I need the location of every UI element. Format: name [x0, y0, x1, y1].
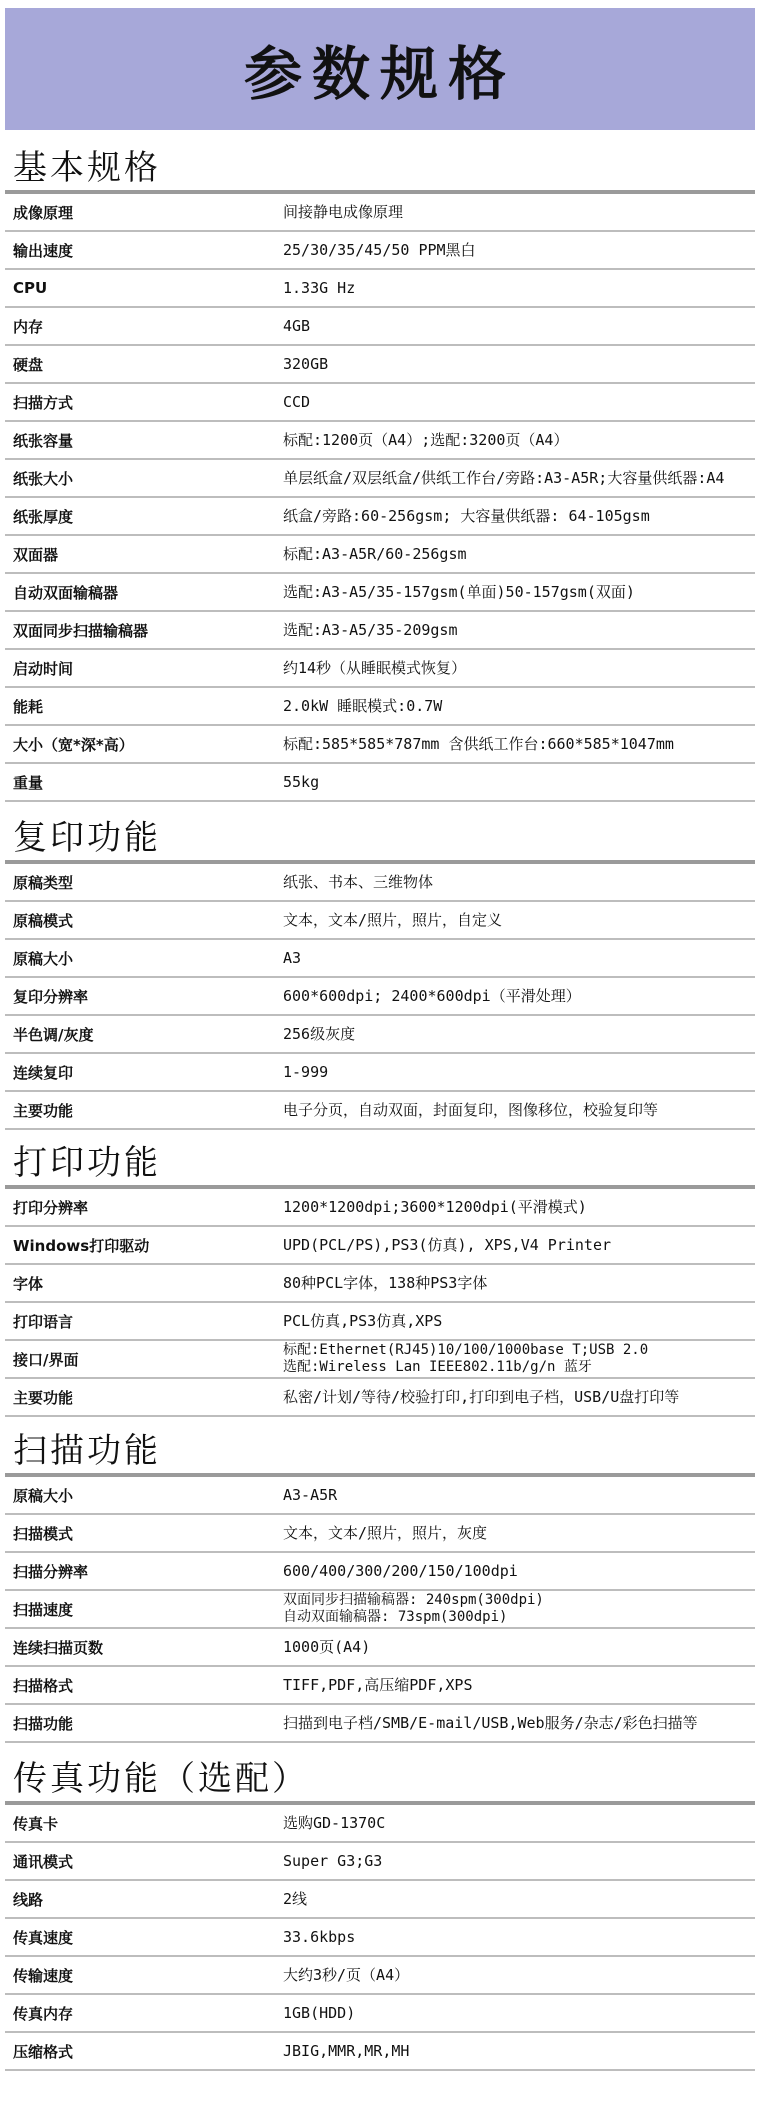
spec-row: [5, 1843, 755, 1881]
spec-label: 双面同步扫描输稿器: [13, 621, 149, 640]
spec-label: 打印分辨率: [13, 1198, 89, 1217]
spec-label: 启动时间: [13, 659, 74, 678]
spec-value: 80种PCL字体，138种PS3字体: [283, 1274, 488, 1292]
spec-label: 字体: [13, 1274, 44, 1293]
spec-value: 约14秒（从睡眠模式恢复）: [283, 659, 467, 677]
spec-row: [5, 346, 755, 384]
spec-value: 间接静电成像原理: [283, 203, 404, 221]
spec-label: 纸张容量: [13, 431, 74, 450]
basic-specs-section: [5, 142, 755, 802]
spec-row: [5, 1805, 755, 1843]
print-section: [5, 1137, 755, 1417]
spec-value: 私密/计划/等待/校验打印,打印到电子档，USB/U盘打印等: [283, 1388, 680, 1406]
spec-label: 连续复印: [13, 1063, 74, 1082]
spec-label: 大小（宽*深*高）: [13, 735, 134, 754]
spec-row: [5, 1054, 755, 1092]
spec-label: 纸张厚度: [13, 507, 74, 526]
spec-row: [5, 498, 755, 536]
spec-label: 通讯模式: [13, 1852, 74, 1871]
spec-value: 文本，文本/照片，照片，灰度: [283, 1524, 488, 1542]
spec-value: 扫描到电子档/SMB/E-mail/USB,Web服务/杂志/彩色扫描等: [283, 1714, 698, 1732]
spec-value: 1200*1200dpi;3600*1200dpi(平滑模式): [283, 1198, 587, 1216]
spec-label: 原稿类型: [13, 873, 74, 892]
spec-row: [5, 1995, 755, 2033]
spec-label: 扫描格式: [13, 1676, 74, 1695]
spec-label: 内存: [13, 317, 44, 336]
spec-value: 文本，文本/照片，照片，自定义: [283, 911, 503, 929]
spec-row: [5, 1189, 755, 1227]
spec-value: 标配:Ethernet(RJ45)10/100/1000base T;USB 2.0 选配:Wireless Lan IEEE802.11b/g/n 蓝牙: [283, 1342, 649, 1375]
fax-section: [5, 1753, 755, 2071]
spec-label: 传输速度: [13, 1966, 74, 1985]
spec-value: UPD(PCL/PS),PS3(仿真), XPS,V4 Printer: [283, 1236, 612, 1254]
spec-value: 选配:A3-A5/35-157gsm(单面)50-157gsm(双面): [283, 583, 635, 601]
spec-row: [5, 232, 755, 270]
spec-row: [5, 764, 755, 802]
spec-value: 1-999: [283, 1063, 329, 1081]
spec-value: 纸张、书本、三维物体: [283, 873, 434, 891]
spec-row: [5, 1092, 755, 1130]
spec-value: TIFF,PDF,高压缩PDF,XPS: [283, 1676, 473, 1694]
spec-label: 扫描功能: [13, 1714, 74, 1733]
spec-value: 纸盒/旁路:60-256gsm; 大容量供纸器: 64-105gsm: [283, 507, 650, 525]
spec-row: [5, 1227, 755, 1265]
spec-label: 复印分辨率: [13, 987, 89, 1006]
spec-row: [5, 1553, 755, 1591]
scan-section: [5, 1425, 755, 1743]
spec-value: A3-A5R: [283, 1486, 338, 1504]
spec-value: 320GB: [283, 355, 329, 373]
spec-value: 单层纸盒/双层纸盒/供纸工作台/旁路:A3-A5R;大容量供纸器:A4: [283, 469, 725, 487]
spec-row: [5, 1515, 755, 1553]
spec-label: 硬盘: [13, 355, 44, 374]
spec-row: [5, 726, 755, 764]
section-heading: 复印功能: [5, 812, 755, 864]
spec-row: [5, 308, 755, 346]
spec-value: JBIG,MMR,MR,MH: [283, 2042, 410, 2060]
section-heading: 扫描功能: [5, 1425, 755, 1477]
spec-row: [5, 1667, 755, 1705]
spec-value: 选购GD-1370C: [283, 1814, 386, 1832]
spec-row: [5, 1265, 755, 1303]
spec-value: 600*600dpi; 2400*600dpi（平滑处理）: [283, 987, 581, 1005]
section-heading: 基本规格: [5, 142, 755, 194]
spec-value: 600/400/300/200/150/100dpi: [283, 1562, 518, 1580]
spec-label: 接口/界面: [13, 1350, 79, 1369]
spec-value: 55kg: [283, 773, 320, 791]
spec-label: CPU: [13, 279, 48, 297]
spec-value: PCL仿真,PS3仿真,XPS: [283, 1312, 443, 1330]
spec-row: [5, 1591, 755, 1629]
spec-row: [5, 1957, 755, 1995]
spec-row: [5, 2033, 755, 2071]
spec-label: 扫描速度: [13, 1600, 74, 1619]
spec-value: 标配:585*585*787mm 含供纸工作台:660*585*1047mm: [283, 735, 674, 753]
section-heading: 传真功能（选配）: [5, 1753, 755, 1805]
spec-row: [5, 650, 755, 688]
spec-value: 2线: [283, 1890, 308, 1908]
spec-label: Windows打印驱动: [13, 1236, 150, 1255]
spec-value: 1.33G Hz: [283, 279, 356, 297]
spec-value: 选配:A3-A5/35-209gsm: [283, 621, 458, 639]
spec-row: [5, 1477, 755, 1515]
spec-row: [5, 902, 755, 940]
spec-label: 连续扫描页数: [13, 1638, 104, 1657]
spec-label: 纸张大小: [13, 469, 74, 488]
spec-label: 原稿大小: [13, 1486, 74, 1505]
spec-label: 半色调/灰度: [13, 1025, 94, 1044]
spec-row: [5, 384, 755, 422]
spec-row: [5, 940, 755, 978]
spec-value: A3: [283, 949, 302, 967]
spec-value: 标配:1200页（A4）;选配:3200页（A4）: [283, 431, 569, 449]
spec-label: 主要功能: [13, 1388, 74, 1407]
title-banner: [5, 8, 755, 130]
spec-label: 扫描方式: [13, 393, 74, 412]
spec-label: 成像原理: [13, 203, 74, 222]
spec-value: 大约3秒/页（A4）: [283, 1966, 410, 1984]
spec-value: 33.6kbps: [283, 1928, 356, 1946]
spec-row: [5, 194, 755, 232]
spec-row: [5, 612, 755, 650]
spec-value: 2.0kW 睡眠模式:0.7W: [283, 697, 443, 715]
spec-row: [5, 270, 755, 308]
spec-value: 1000页(A4): [283, 1638, 371, 1656]
section-heading: 打印功能: [5, 1137, 755, 1189]
spec-label: 扫描模式: [13, 1524, 74, 1543]
spec-row: [5, 536, 755, 574]
spec-value: 1GB(HDD): [283, 2004, 356, 2022]
spec-label: 扫描分辨率: [13, 1562, 89, 1581]
spec-label: 重量: [13, 773, 44, 792]
spec-value: 25/30/35/45/50 PPM黑白: [283, 241, 476, 259]
spec-label: 自动双面输稿器: [13, 583, 119, 602]
page-title: 参数规格: [243, 40, 516, 108]
spec-label: 原稿大小: [13, 949, 74, 968]
spec-label: 线路: [13, 1890, 44, 1909]
spec-row: [5, 1705, 755, 1743]
spec-value: Super G3;G3: [283, 1852, 383, 1870]
spec-value: 256级灰度: [283, 1025, 356, 1043]
spec-label: 传真卡: [13, 1814, 59, 1833]
spec-label: 传真内存: [13, 2004, 74, 2023]
spec-row: [5, 460, 755, 498]
spec-label: 传真速度: [13, 1928, 74, 1947]
spec-value: 双面同步扫描输稿器: 240spm(300dpi) 自动双面输稿器: 73spm(300dpi): [283, 1592, 544, 1625]
spec-row: [5, 1303, 755, 1341]
spec-label: 输出速度: [13, 241, 74, 260]
spec-label: 打印语言: [13, 1312, 74, 1331]
copy-section: [5, 812, 755, 1130]
spec-row: [5, 1629, 755, 1667]
spec-value: 标配:A3-A5R/60-256gsm: [283, 545, 467, 563]
spec-value: 4GB: [283, 317, 311, 335]
spec-row: [5, 1016, 755, 1054]
spec-row: [5, 864, 755, 902]
spec-value: 电子分页，自动双面，封面复印，图像移位，校验复印等: [283, 1101, 659, 1119]
spec-row: [5, 978, 755, 1016]
spec-row: [5, 688, 755, 726]
spec-label: 能耗: [13, 697, 44, 716]
spec-row: [5, 422, 755, 460]
spec-value: CCD: [283, 393, 311, 411]
spec-label: 原稿模式: [13, 911, 74, 930]
spec-label: 主要功能: [13, 1101, 74, 1120]
spec-row: [5, 1341, 755, 1379]
spec-row: [5, 1379, 755, 1417]
spec-row: [5, 1919, 755, 1957]
spec-row: [5, 574, 755, 612]
spec-row: [5, 1881, 755, 1919]
spec-label: 压缩格式: [13, 2042, 74, 2061]
spec-label: 双面器: [13, 545, 59, 564]
